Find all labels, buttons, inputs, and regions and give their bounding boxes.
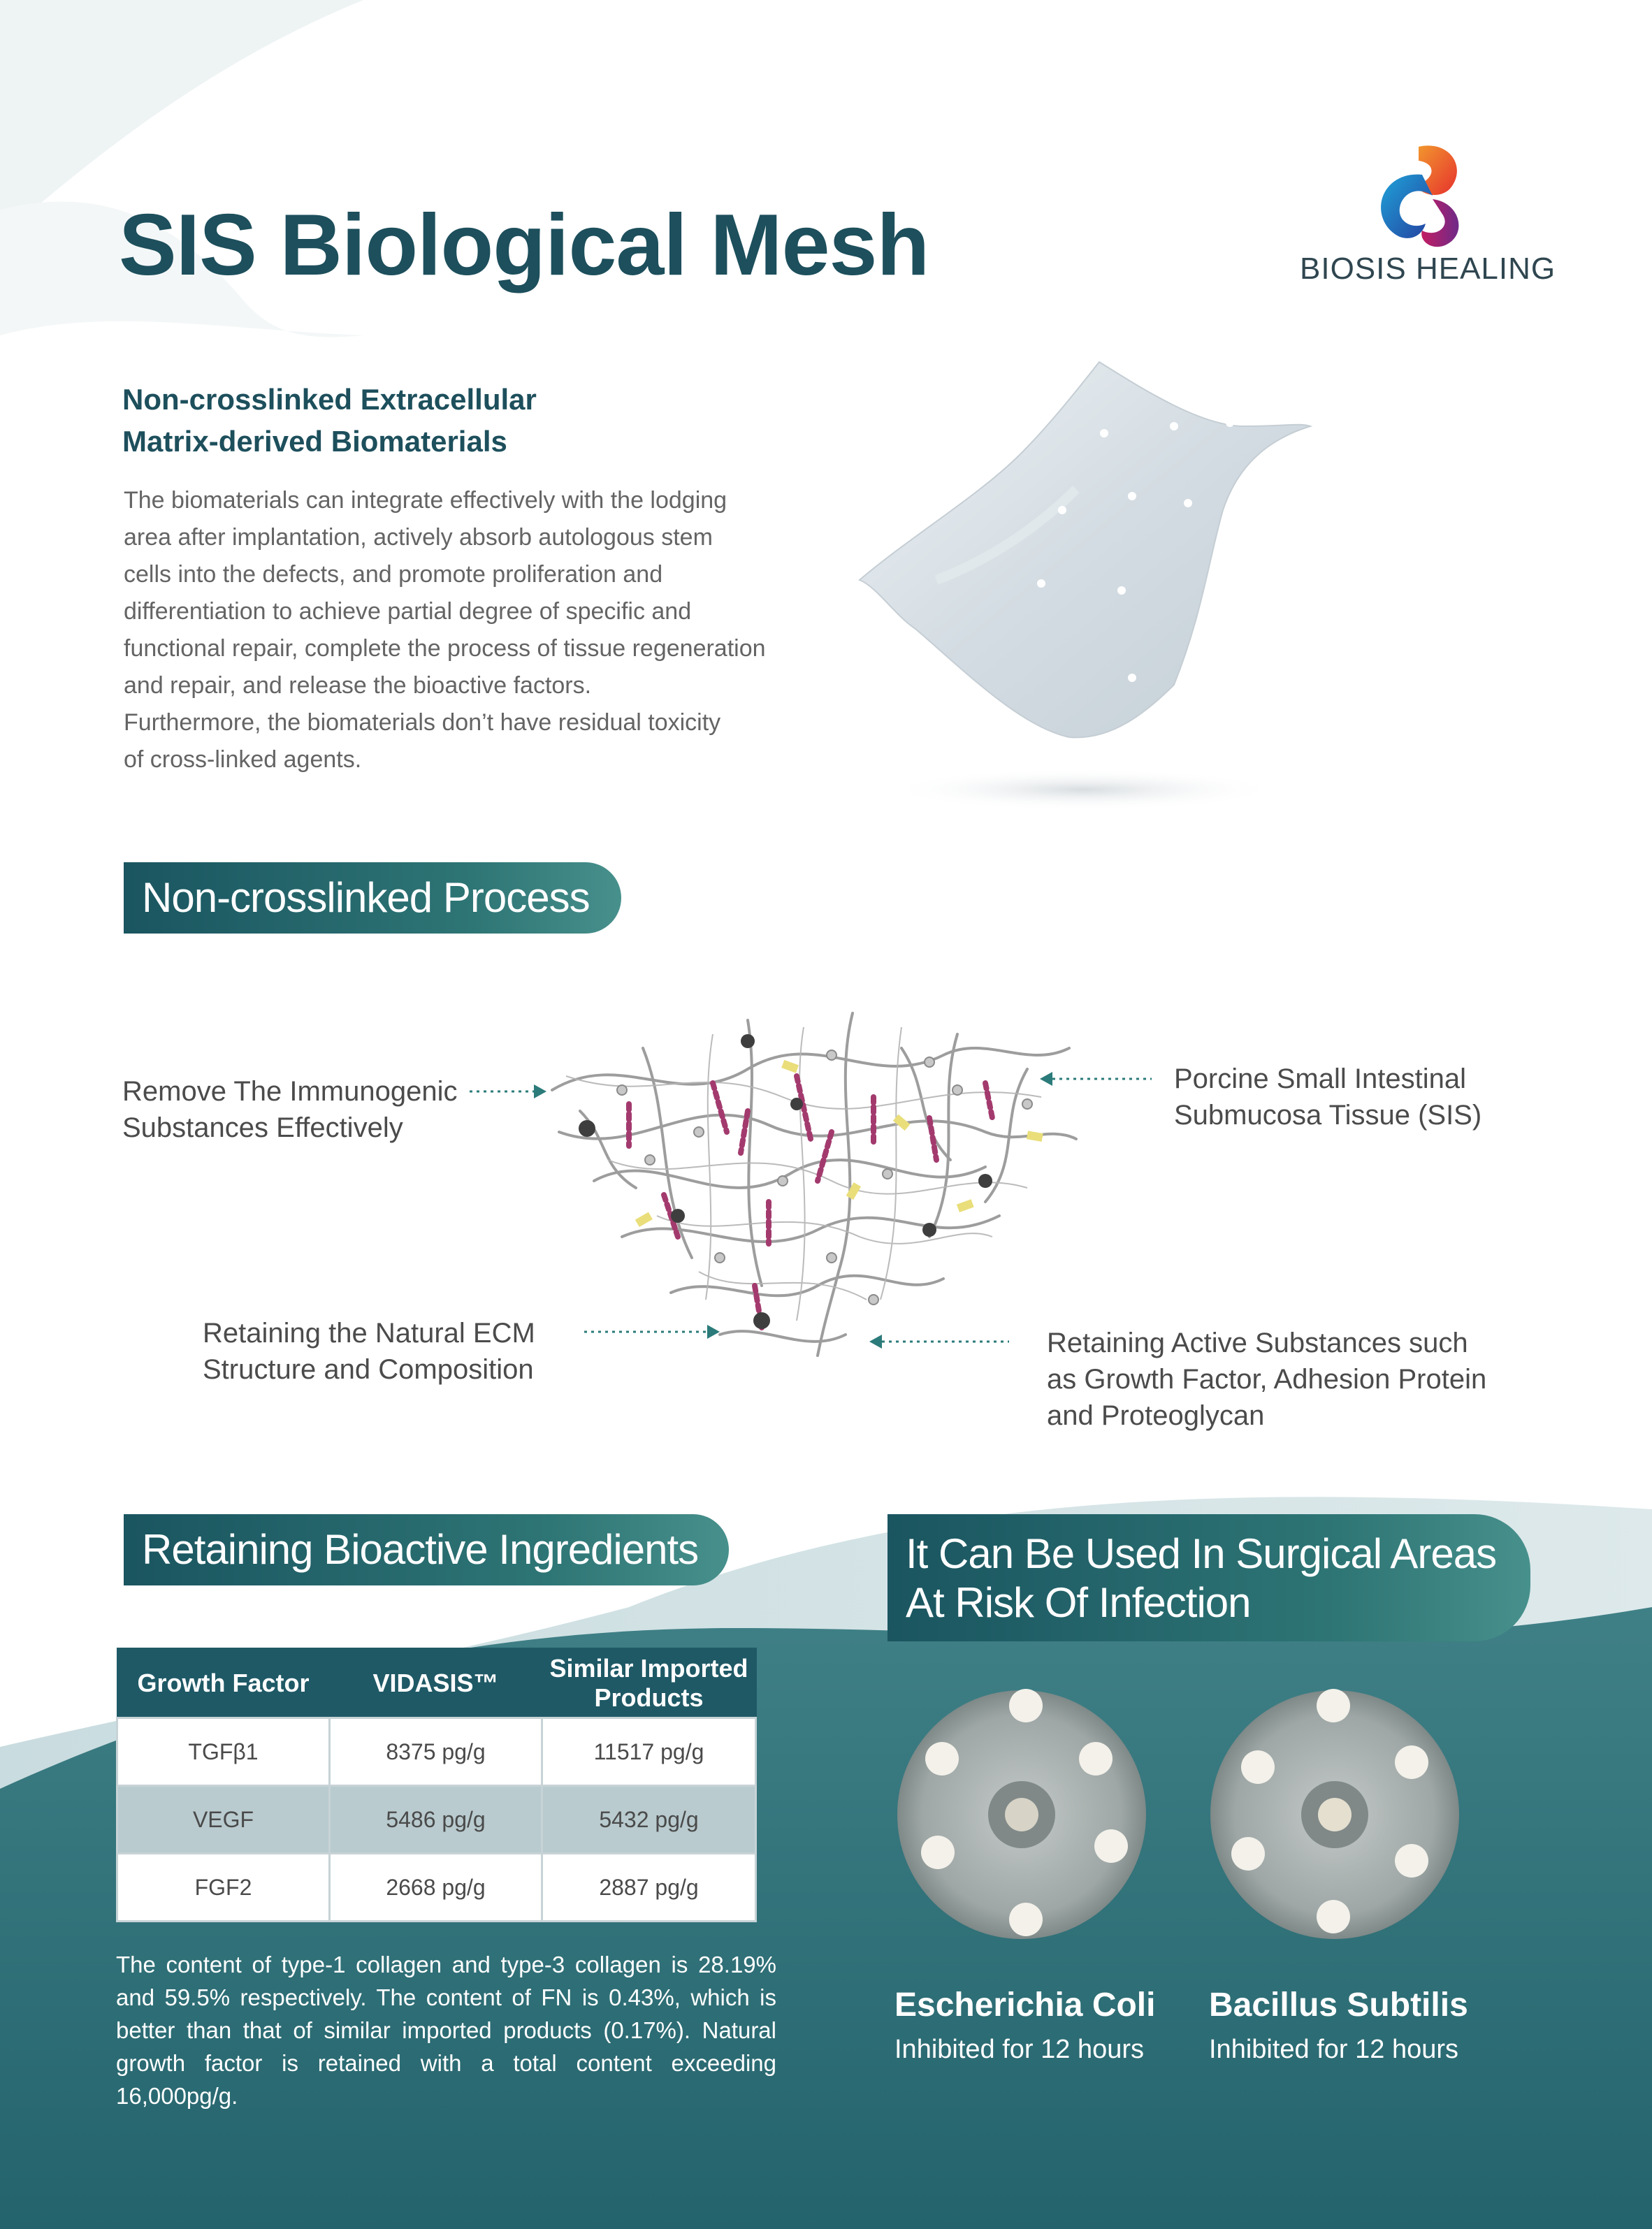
table-cell: 2668 pg/g: [330, 1854, 542, 1922]
intro-line: Furthermore, the biomaterials don’t have residual toxicity: [124, 709, 721, 736]
table-row: [117, 1786, 756, 1854]
growth-factor-table: [116, 1648, 757, 1922]
section-non-crosslinked-process: Non-crosslinked Process: [124, 862, 621, 934]
label-line: Submucosa Tissue (SIS): [1174, 1100, 1482, 1131]
intro-line: area after implantation, actively absorb autologous stem: [124, 524, 713, 551]
label-remove-immunogenic: [122, 1073, 458, 1146]
label-line: Structure and Composition: [203, 1354, 534, 1385]
arrow-left-icon: [869, 1333, 1009, 1350]
table-row: [117, 1854, 756, 1922]
table-cell: 8375 pg/g: [330, 1718, 542, 1786]
label-retain-ecm: [203, 1315, 535, 1388]
table-cell: 11517 pg/g: [542, 1718, 756, 1786]
bacteria-name: Bacillus Subtilis: [1209, 1987, 1468, 2024]
intro-line: differentiation to achieve partial degree of specific and: [124, 598, 692, 625]
table-cell: TGFβ1: [117, 1718, 330, 1786]
label-line: Retaining Active Substances such: [1047, 1328, 1468, 1358]
label-line: Substances Effectively: [122, 1112, 403, 1143]
bacteria-note: Inhibited for 12 hours: [894, 2035, 1145, 2064]
arrow-right-icon: [584, 1323, 720, 1340]
column-header: VIDASIS™: [330, 1648, 542, 1718]
table-row: [117, 1718, 756, 1786]
label-retain-active: [1047, 1325, 1486, 1434]
intro-line: functional repair, complete the process of tissue regeneration: [124, 635, 766, 662]
arrow-left-icon: [1040, 1070, 1152, 1087]
section-title-line: It Can Be Used In Surgical Areas: [906, 1530, 1497, 1577]
label-porcine-sis: [1174, 1061, 1481, 1133]
collagen-content-text: The content of type-1 collagen and type-3 collagen is 28.19% and 59.5% respectively. The content of FN is 0.43%, which is better than that of similar imported products (0.17%). Natural growth factor is retained with a total content exceeding 16,000pg/g.: [116, 1952, 776, 2109]
section-retaining-bioactive: Retaining Bioactive Ingredients: [124, 1514, 729, 1585]
intro-heading: [122, 379, 537, 463]
bacteria-name: Escherichia Coli: [894, 1987, 1156, 2024]
table-cell: VEGF: [117, 1786, 330, 1854]
label-line: and Proteoglycan: [1047, 1400, 1265, 1431]
table-cell: 2887 pg/g: [542, 1854, 756, 1922]
section-surgical-infection: [887, 1514, 1530, 1641]
intro-heading-line: Non-crosslinked Extracellular: [122, 383, 537, 416]
intro-heading-line: Matrix-derived Biomaterials: [122, 425, 507, 458]
table-header-row: [117, 1648, 756, 1718]
mesh-sheet-image: [811, 349, 1342, 838]
section-title-line: At Risk Of Infection: [906, 1579, 1251, 1626]
page-title: SIS Biological Mesh: [119, 197, 929, 293]
column-header: Similar Imported Products: [542, 1648, 756, 1718]
bacteria-note: Inhibited for 12 hours: [1209, 2035, 1459, 2064]
table-cell: 5432 pg/g: [542, 1786, 756, 1854]
intro-line: The biomaterials can integrate effectively with the lodging: [124, 487, 727, 514]
table-cell: FGF2: [117, 1854, 330, 1922]
label-line: Remove The Immunogenic: [122, 1076, 458, 1107]
arrow-right-icon: [470, 1083, 546, 1100]
intro-line: of cross-linked agents.: [124, 746, 362, 773]
petri-dish-bsubtilis-image: [1209, 1689, 1461, 1940]
intro-paragraph: [124, 482, 795, 778]
label-line: Retaining the Natural ECM: [203, 1318, 535, 1349]
brand-name: BIOSIS HEALING: [1300, 252, 1556, 286]
intro-line: cells into the defects, and promote proliferation and: [124, 561, 663, 588]
petri-dish-ecoli-image: [896, 1689, 1147, 1940]
table-cell: 5486 pg/g: [330, 1786, 542, 1854]
label-line: as Growth Factor, Adhesion Protein: [1047, 1364, 1487, 1395]
column-header: Growth Factor: [117, 1648, 330, 1718]
label-line: Porcine Small Intestinal: [1174, 1063, 1466, 1094]
intro-line: and repair, and release the bioactive factors.: [124, 672, 592, 699]
